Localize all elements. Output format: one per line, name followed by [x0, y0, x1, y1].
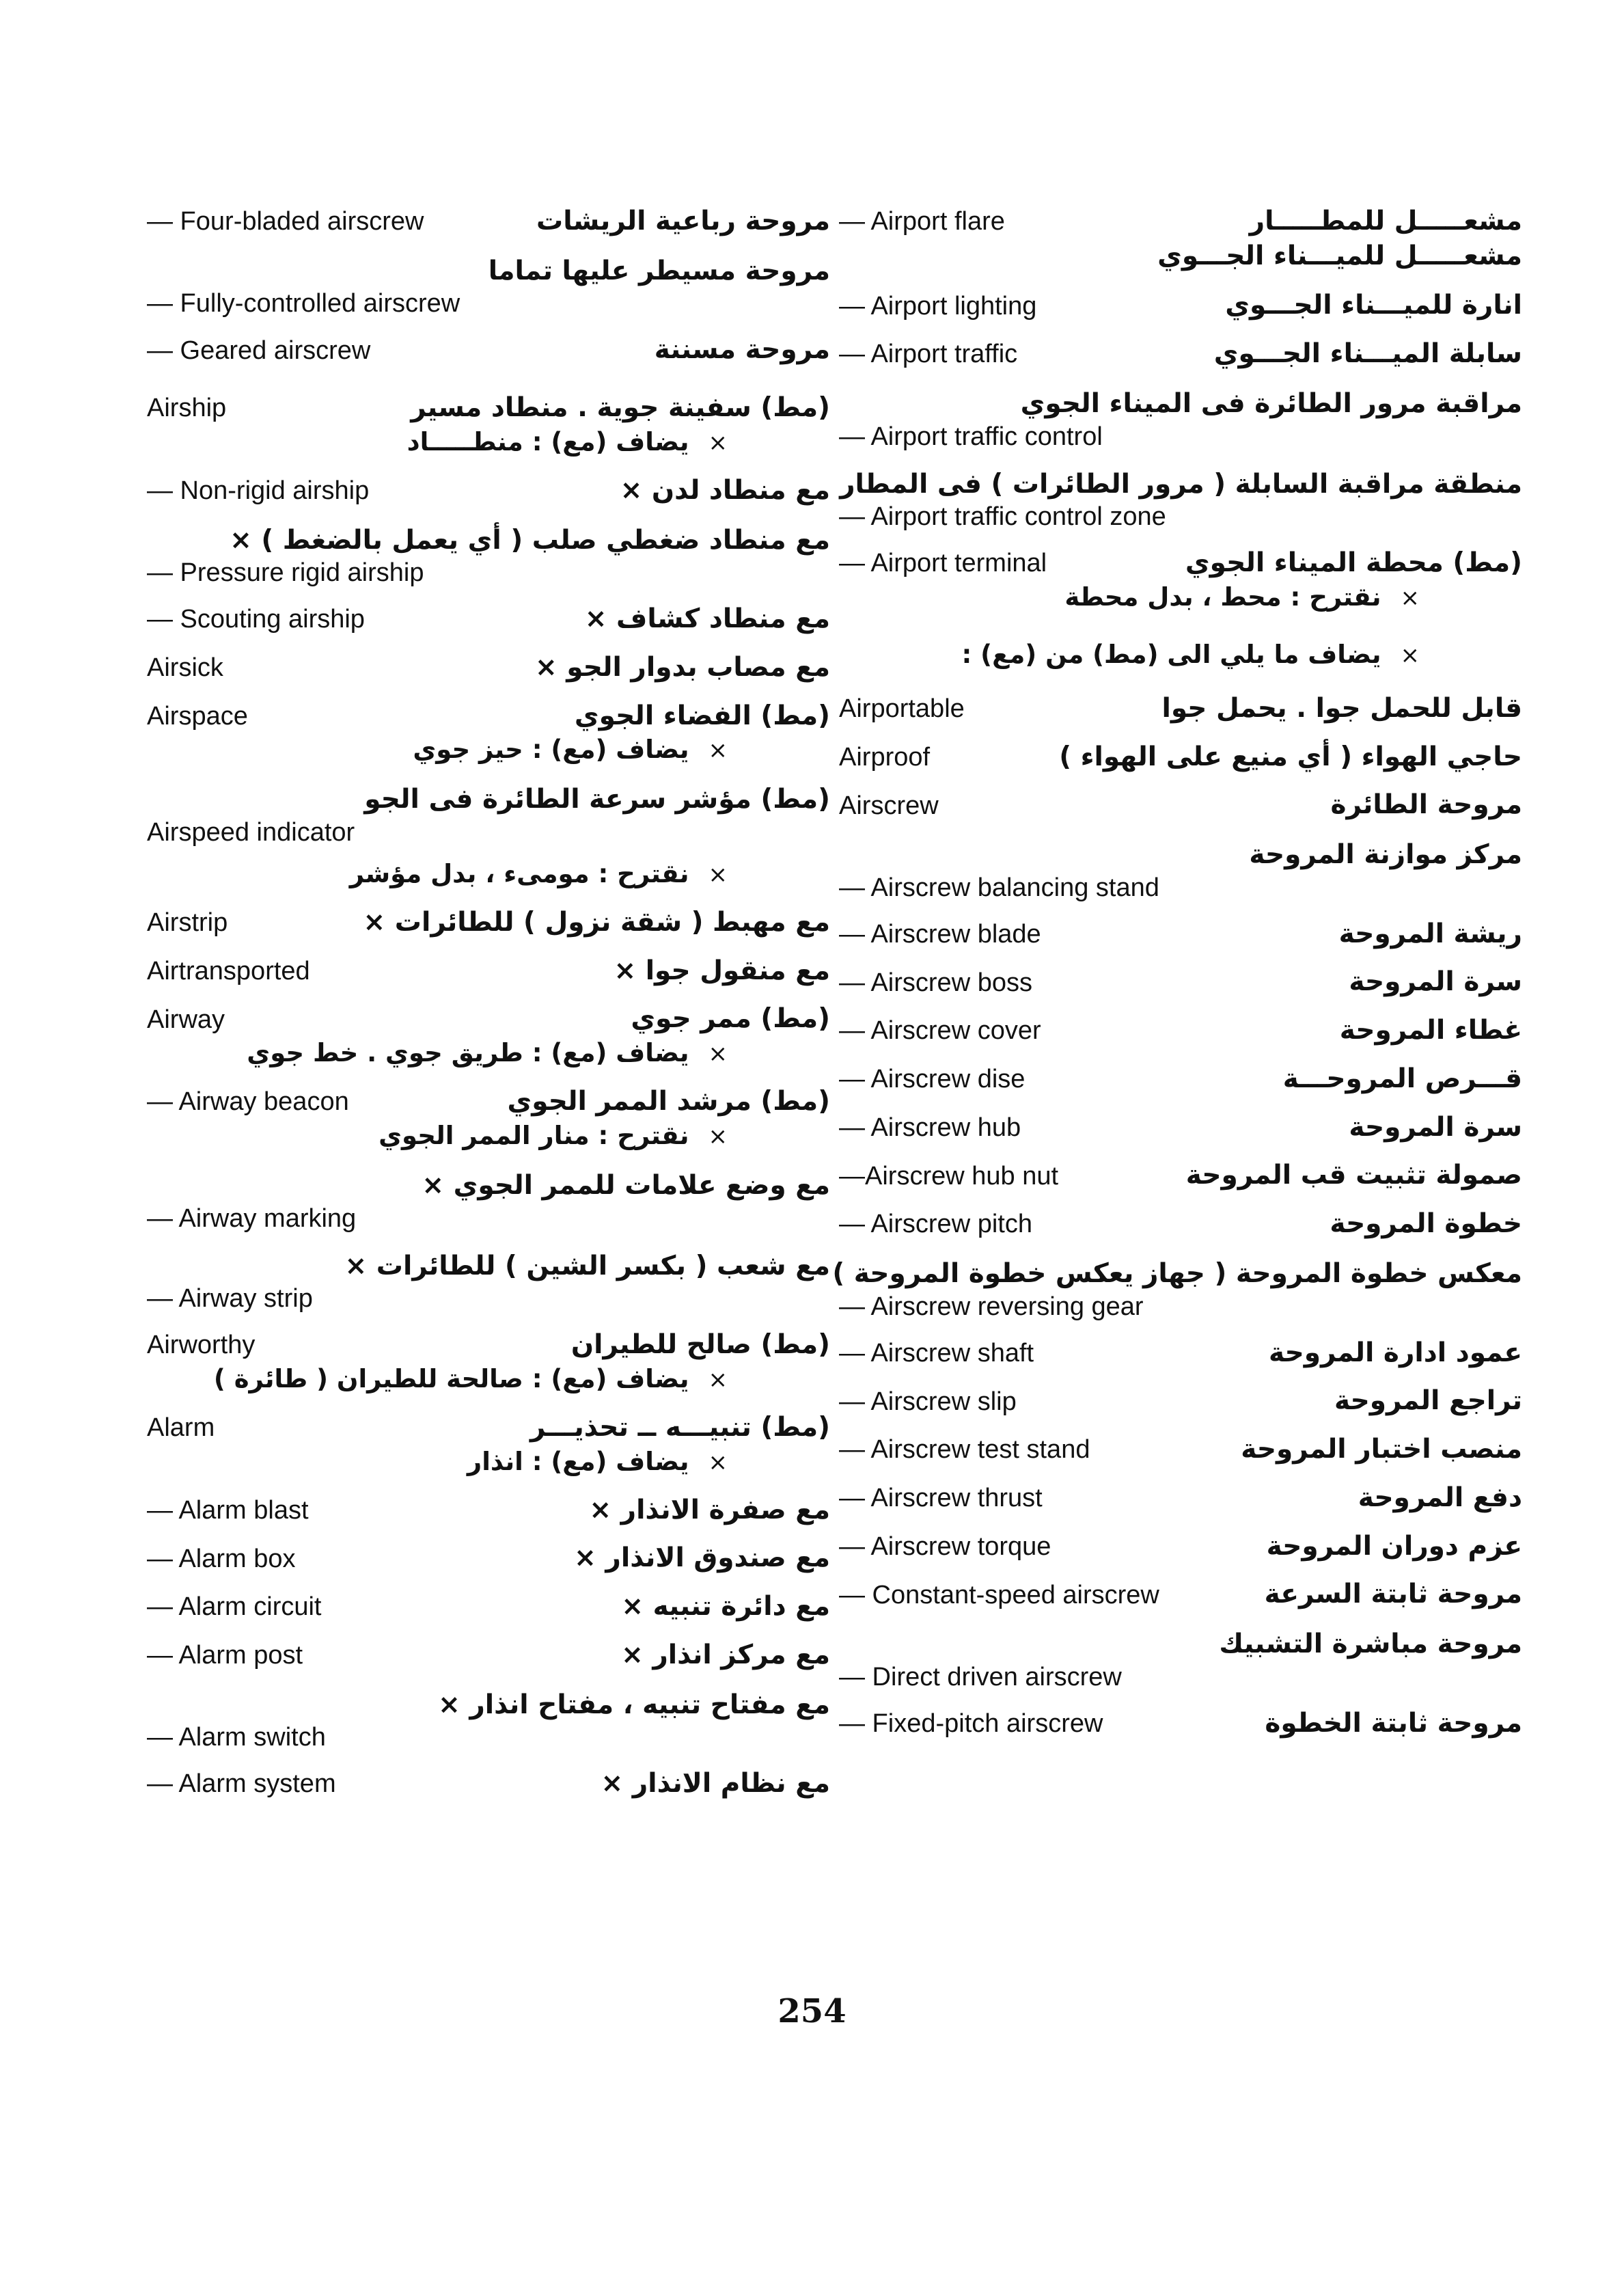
entry-term: — Airport flare — [839, 207, 1005, 236]
entry-translation: مع نظام الانذار × — [601, 1768, 830, 1799]
entry-note — [839, 580, 1522, 614]
entry — [147, 523, 830, 588]
entry-term: — Airway beacon — [147, 1087, 349, 1117]
entry-term: — Airscrew boss — [839, 968, 1032, 997]
entry-term: — Alarm system — [147, 1769, 336, 1799]
x-mark-icon: × — [708, 1448, 728, 1476]
entry-term: — Direct driven airscrew — [839, 1662, 1122, 1691]
entry-translation: سرة المروحة — [1349, 1111, 1522, 1143]
entry — [147, 700, 830, 767]
entry-term: Airship — [147, 394, 227, 423]
entry-term: Alarm — [147, 1413, 215, 1443]
entry-note — [147, 733, 830, 767]
entry — [147, 1639, 830, 1672]
entry-term: — Fixed-pitch airscrew — [839, 1709, 1103, 1738]
entry — [147, 1329, 830, 1396]
entry-translation: (مط) تنبيـــه ــ تحذيـــر — [529, 1411, 830, 1443]
entry-term: — Airport traffic — [839, 340, 1018, 369]
entry-translation: عمود ادارة المروحة — [1268, 1337, 1522, 1368]
entry-term: — Airscrew cover — [839, 1016, 1041, 1046]
entry-translation: خطوة المروحة — [1330, 1208, 1522, 1240]
entry — [839, 467, 1522, 532]
entry-term: Airsick — [147, 653, 223, 683]
note-text: يضاف (مع) : انذار — [467, 1446, 689, 1476]
entry — [839, 1578, 1522, 1612]
entry-term: — Alarm box — [147, 1544, 296, 1573]
entry-note — [839, 638, 1522, 672]
entry-term: Airscrew — [839, 791, 939, 820]
entry-translation: مع صندوق الانذار × — [574, 1542, 830, 1574]
entry-translation: مع صفرة الانذار × — [589, 1494, 830, 1525]
entry-translation: (مط) مؤشر سرعة الطائرة فى الجو — [364, 784, 830, 815]
entry-term: — Airscrew blade — [839, 919, 1041, 949]
entry-translation: ريشة المروحة — [1338, 918, 1522, 949]
entry — [147, 1003, 830, 1070]
entry-note — [147, 1119, 830, 1153]
entry-translation: مركز موازنة المروحة — [1249, 839, 1522, 871]
entry-translation: سرة المروحة — [1349, 966, 1522, 998]
entry-term: — Non-rigid airship — [147, 476, 370, 506]
entry-translation: عزم دوران المروحة — [1266, 1530, 1522, 1562]
entry — [839, 1482, 1522, 1515]
entry-term: — Airway marking — [147, 1204, 357, 1233]
entry-translation: سابلة الميـــناء الجـــوي — [1213, 338, 1522, 370]
entry-translation: مع دائرة تنبيه × — [621, 1591, 830, 1622]
entry-translation: قـــرص المروحـــة — [1282, 1063, 1522, 1094]
entry-translation: انارة للميـــناء الجـــوي — [1225, 290, 1522, 321]
entry — [839, 1014, 1522, 1048]
entry-term: — Pressure rigid airship — [147, 558, 424, 588]
entry-term: Airproof — [839, 742, 931, 772]
entry-term: — Geared airscrew — [147, 336, 371, 365]
x-mark-icon: × — [1400, 641, 1420, 669]
entry-term: — Airscrew test stand — [839, 1435, 1090, 1465]
entry-term: — Scouting airship — [147, 605, 365, 634]
entry — [147, 1767, 830, 1801]
entry — [147, 1687, 830, 1753]
entry-translation-alt: مشعـــــل للميـــناء الجـــوي — [1157, 240, 1522, 271]
entry-term: — Airscrew shaft — [839, 1338, 1034, 1368]
note-text: نقترح : منار الممر الجوي — [379, 1120, 689, 1150]
x-mark-icon: × — [708, 737, 728, 765]
entry-translation: (مط) مرشد الممر الجوي — [507, 1086, 830, 1117]
entry-translation: مع مهبط ( شقة نزول ) للطائرات × — [363, 906, 830, 938]
entry-translation: مروحة ثابتة السرعة — [1264, 1579, 1522, 1610]
entry-translation: (مط) صالح للطيران — [570, 1329, 830, 1361]
note-text: نقترح : مومىء ، بدل مؤشر — [349, 859, 689, 889]
entry — [147, 782, 830, 891]
entry-note — [147, 1445, 830, 1479]
entry-term: — Alarm blast — [147, 1495, 309, 1525]
x-mark-icon: × — [708, 1122, 728, 1150]
entry — [147, 1249, 830, 1314]
note-text: يضاف (مع) : طريق جوي . خط جوي — [247, 1038, 689, 1068]
entry-term: Airspace — [147, 701, 248, 731]
entry-term: — Airscrew hub — [839, 1113, 1021, 1142]
entry-translation: (مط) ممر جوي — [631, 1003, 830, 1035]
entry — [839, 1111, 1522, 1145]
entry-note — [147, 857, 830, 891]
entry-term: — Alarm switch — [147, 1723, 326, 1752]
note-text: يضاف ما يلي الى (مط) من (مع) : — [961, 639, 1381, 669]
entry-translation: حاجي الهواء ( أي منيع على الهواء ) — [1059, 741, 1522, 772]
x-mark-icon: × — [708, 861, 728, 889]
entry-term: — Airport traffic control — [839, 422, 1103, 451]
entry-translation: تراجع المروحة — [1334, 1385, 1522, 1417]
entry-term: Airworthy — [147, 1331, 256, 1360]
entry — [839, 789, 1522, 822]
entry — [832, 1256, 1522, 1322]
entry — [147, 334, 830, 367]
entry-translation: قابل للحمل جوا . يحمل جوا — [1161, 692, 1522, 724]
entry-term: — Airport terminal — [839, 549, 1047, 578]
entry-translation: مروحة مسيطر عليها تماما — [488, 255, 830, 286]
entry — [147, 906, 830, 940]
entry-translation: مروحة الطائرة — [1330, 789, 1522, 821]
entry-note — [147, 425, 830, 459]
page-number: 254 — [777, 1992, 847, 2030]
entry-term: Airportable — [839, 694, 965, 724]
entry-translation: مع منقول جوا × — [614, 955, 830, 986]
entry-translation: دفع المروحة — [1358, 1482, 1522, 1513]
note-text: يضاف (مع) : صالحة للطيران ( طائرة ) — [213, 1363, 689, 1393]
entry — [839, 918, 1522, 951]
entry-term: — Airscrew torque — [839, 1532, 1051, 1561]
entry-term: — Airscrew dise — [839, 1065, 1026, 1094]
note-text: يضاف (مع) : منطـــــاد — [407, 426, 689, 457]
entry — [147, 603, 830, 636]
entry — [839, 741, 1522, 774]
entry — [147, 1168, 830, 1234]
entry-translation: مع شعب ( بكسر الشين ) للطائرات × — [344, 1250, 830, 1281]
entry-translation: منطقة مراقبة السابلة ( مرور الطائرات ) فى المطار — [840, 468, 1522, 500]
entry-translation: مروحة ثابتة الخطوة — [1265, 1707, 1522, 1739]
entry — [147, 1085, 830, 1153]
right-column — [832, 205, 1522, 1755]
entry — [147, 1494, 830, 1527]
entry — [147, 474, 830, 508]
entry — [839, 966, 1522, 999]
entry-term: Airstrip — [147, 908, 228, 938]
entry-translation: مروحة رباعية الريشات — [536, 206, 830, 236]
left-column — [147, 205, 830, 1816]
entry-translation: (مط) الفضاء الجوي — [574, 700, 830, 731]
x-mark-icon: × — [708, 429, 728, 457]
entry-translation: مع منطاد لدن × — [620, 474, 830, 506]
entry — [839, 1208, 1522, 1241]
entry-term: — Airway strip — [147, 1284, 313, 1314]
entry — [147, 651, 830, 685]
x-mark-icon: × — [708, 1040, 728, 1068]
entry-translation: (مط) سفينة جوية . منطاد مسير — [411, 392, 830, 424]
entry — [839, 1707, 1522, 1741]
entry-term: Airtransported — [147, 956, 310, 985]
entry-term: — Airscrew pitch — [839, 1210, 1032, 1239]
entry — [839, 1433, 1522, 1467]
entry — [839, 338, 1522, 371]
entry — [839, 547, 1522, 614]
entry-translation: معكس خطوة المروحة ( جهاز يعكس خطوة المروحة ) — [832, 1257, 1522, 1289]
note-text: نقترح : محط ، بدل محطة — [1064, 582, 1381, 612]
entry-translation: مشعـــــل للمطـــــار — [1249, 206, 1522, 236]
entry — [839, 638, 1522, 672]
entry-term: — Airport traffic control zone — [839, 502, 1166, 532]
x-mark-icon: × — [708, 1365, 728, 1393]
entry — [839, 1530, 1522, 1564]
entry-term: —Airscrew hub nut — [839, 1161, 1059, 1191]
entry-term: — Four-bladed airscrew — [147, 207, 424, 236]
entry-term: — Airport lighting — [839, 291, 1037, 321]
entry-translation: مع منطاد كشاف × — [584, 603, 830, 635]
entry — [147, 955, 830, 988]
entry — [839, 386, 1522, 452]
entry-term: — Alarm circuit — [147, 1592, 322, 1622]
entry-term: Airspeed indicator — [147, 818, 355, 847]
entry-term: — Airscrew reversing gear — [839, 1292, 1144, 1321]
entry-term: — Airscrew thrust — [839, 1484, 1043, 1513]
entry-term: — Alarm post — [147, 1641, 303, 1670]
entry — [147, 1590, 830, 1624]
entry — [839, 1159, 1522, 1193]
entry-term: — Airscrew balancing stand — [839, 873, 1159, 902]
x-mark-icon: × — [1400, 584, 1420, 612]
entry-translation: مروحة مسننة — [654, 334, 830, 366]
entry — [839, 1063, 1522, 1096]
entry-translation: (مط) محطة الميناء الجوي — [1185, 547, 1522, 579]
entry-term: — Airscrew slip — [839, 1387, 1017, 1416]
entry-translation: مع وضع علامات للممر الجوي × — [422, 1169, 830, 1201]
entry — [147, 254, 830, 319]
entry-note — [147, 1362, 830, 1396]
entry-note — [147, 1036, 830, 1070]
entry — [839, 289, 1522, 323]
entry — [147, 205, 830, 239]
entry — [839, 205, 1522, 274]
entry — [839, 692, 1522, 726]
entry-translation: مروحة مباشرة التشبيك — [1219, 1629, 1522, 1660]
entry — [839, 1627, 1522, 1692]
entry-term: — Fully-controlled airscrew — [147, 289, 460, 318]
entry-term: — Constant-speed airscrew — [839, 1580, 1159, 1609]
entry — [147, 392, 830, 459]
note-text: يضاف (مع) : حيز جوي — [413, 735, 689, 765]
entry-translation: غطاء المروحة — [1339, 1015, 1522, 1046]
entry-translation: مع مركز انذار × — [621, 1639, 830, 1670]
entry-translation: مراقبة مرور الطائرة فى الميناء الجوي — [1020, 388, 1522, 419]
entry — [147, 1411, 830, 1479]
entry-translation: مع مصاب بدوار الجو × — [535, 651, 830, 683]
entry — [839, 1385, 1522, 1418]
entry-term: Airway — [147, 1005, 225, 1034]
entry — [839, 837, 1522, 903]
entry-translation: مع مفتاح تنبيه ، مفتاح انذار × — [438, 1689, 830, 1720]
entry-translation: منصب اختبار المروحة — [1241, 1434, 1522, 1465]
entry — [147, 1542, 830, 1575]
entry-translation: مع منطاد ضغطي صلب ( أي يعمل بالضغط ) × — [230, 524, 830, 556]
entry — [839, 1337, 1522, 1370]
entry-translation: صمولة تثبيت قب المروحة — [1185, 1160, 1522, 1191]
